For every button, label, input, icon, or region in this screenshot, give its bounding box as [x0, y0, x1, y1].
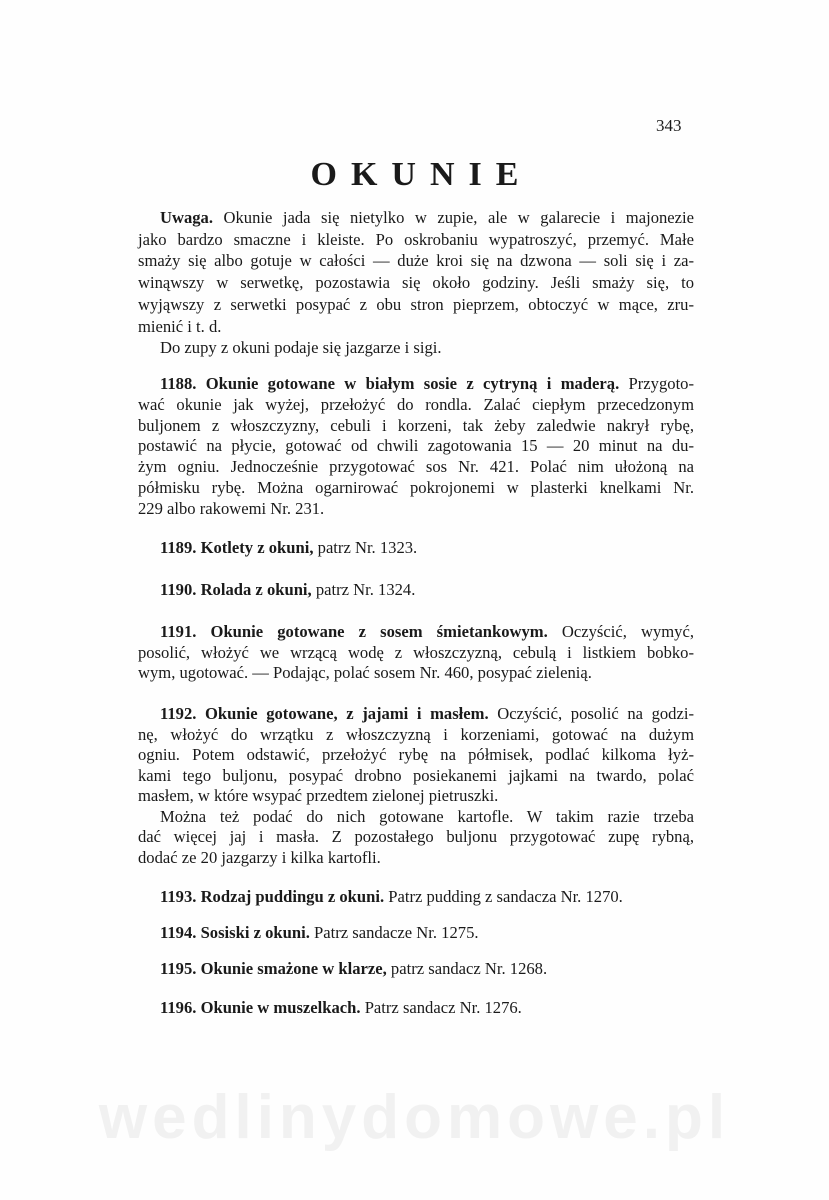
recipe-heading-line [160, 580, 694, 600]
line-text: półmisku rybę. Można ogarnirować pokrojonemi w plasterki knelkami Nr. [138, 478, 694, 497]
bold-lead: 1195. Okunie smażone w klarze, [160, 959, 387, 978]
line-text: dodać ze 20 jazgarzy i kilka kartofli. [138, 847, 381, 867]
recipe-heading-line [160, 959, 694, 979]
line-text: ogniu. Potem odstawić, przełożyć rybę na półmisek, podlać kilkoma łyż- [138, 745, 694, 764]
line-text: posolić, włożyć we wrzącą wodę z włoszczyzną, cebulą i listkiem bobko- [138, 642, 694, 662]
text-line [138, 786, 694, 806]
text-line [138, 295, 694, 315]
line-text: masłem, w które wsypać przedtem zielonej pietruszki. [138, 786, 499, 805]
line-text: wym, ugotować. — Podając, polać sosem Nr. 460, posypać zielenią. [138, 663, 592, 682]
line-text: Patrz pudding z sandacza Nr. 1270. [384, 887, 623, 906]
line-text: Oczyścić, wymyć, [547, 622, 694, 641]
line-text: postawić na płycie, gotować od chwili zagotowania 15 — 20 minut na du- [138, 436, 694, 456]
line-text: dać więcej jaj i masła. Z pozostałego buljonu przygotować zupę rybną, [138, 827, 694, 846]
line-text: wyjąwszy z serwetki posypać z obu stron pieprzem, obtoczyć w mące, zru- [138, 294, 694, 314]
line-text: patrz Nr. 1323. [313, 538, 418, 557]
recipe-heading-line [160, 887, 694, 907]
line-text: Przygoto- [619, 374, 694, 393]
line-text: Patrz sandacze Nr. 1275. [309, 923, 479, 942]
text-line [138, 436, 694, 456]
line-text: winąwszy w serwetkę, pozostawia się około godziny. Jeśli smaży się, to [138, 273, 694, 293]
bold-lead: 1189. Kotlety z okuni, [160, 538, 314, 557]
line-text: Można też podać do nich gotowane kartofle. W takim razie trzeba [160, 806, 694, 826]
text-line [138, 273, 694, 293]
text-line [138, 478, 694, 498]
recipe-heading-line [160, 538, 694, 558]
text-line [138, 725, 694, 745]
bold-lead: 1192. Okunie gotowane, z jajami i masłem. [160, 704, 489, 723]
recipe-heading-line [160, 704, 694, 724]
text-line [138, 317, 694, 337]
line-text: buljonem z włoszczyzny, cebuli i korzeni, tak żeby zaledwie nakrył rybę, [138, 415, 694, 435]
text-line [160, 208, 694, 228]
bold-lead: 1191. Okunie gotowane z sosem śmietankowym. [160, 622, 548, 641]
line-text: patrz Nr. 1324. [311, 580, 416, 599]
text-line [138, 457, 694, 477]
recipe-heading-line [160, 374, 694, 394]
text-line [138, 766, 694, 786]
text-line [138, 416, 694, 436]
text-line [138, 827, 694, 847]
text-line [138, 230, 694, 250]
bold-lead: 1196. Okunie w muszelkach. [160, 998, 361, 1017]
line-text: nę, włożyć do wrzątku z włoszczyzną i korzeniami, gotować na dużym [138, 724, 694, 744]
line-text: Do zupy z okuni podaje się jazgarze i sigi. [160, 338, 442, 358]
chapter-title: OKUNIE [310, 156, 533, 193]
bold-lead: 1190. Rolada z okuni, [160, 580, 312, 599]
text-line [160, 807, 694, 827]
bold-lead: 1194. Sosiski z okuni. [160, 923, 310, 942]
line-text: 229 albo rakowemi Nr. 231. [138, 498, 325, 518]
recipe-heading-line [160, 923, 694, 943]
bold-lead: 1193. Rodzaj puddingu z okuni. [160, 887, 385, 906]
line-text: Patrz sandacz Nr. 1276. [360, 998, 522, 1017]
line-text: kami tego buljonu, posypać drobno posiekanemi jajkami na twardo, polać [138, 765, 694, 785]
text-line [138, 395, 694, 415]
line-text: jako bardzo smaczne i kleiste. Po oskrobaniu wypatroszyć, przemyć. Małe [138, 229, 694, 249]
page-number: 343 [656, 116, 682, 135]
line-text: żym ogniu. Jednocześnie przygotować sos Nr. 421. Polać nim ułożoną na [138, 457, 694, 477]
text-line [138, 251, 694, 271]
recipe-heading-line [160, 998, 694, 1018]
text-line [138, 499, 694, 519]
line-text: patrz sandacz Nr. 1268. [386, 959, 548, 978]
line-text: Oczyścić, posolić na godzi- [488, 704, 694, 723]
line-text: Okunie jada się nietylko w zupie, ale w galarecie i majonezie [213, 208, 694, 227]
text-line [138, 745, 694, 765]
text-line [138, 663, 694, 683]
line-text: smaży się albo gotuje w całości — duże kroi się na dzwona — soli się i za- [138, 251, 694, 271]
bold-lead: 1188. Okunie gotowane w białym sosie z cytryną i maderą. [160, 374, 620, 393]
line-text: mienić i t. d. [138, 316, 222, 336]
text-line [138, 643, 694, 663]
text-line [138, 848, 694, 868]
watermark: wedlinydomowe.pl [98, 1083, 731, 1152]
text-line [160, 338, 694, 358]
line-text: wać okunie jak wyżej, przełożyć do rondla. Zalać ciepłym przecedzonym [138, 394, 694, 414]
recipe-heading-line [160, 622, 694, 642]
bold-lead: Uwaga. [160, 208, 214, 227]
